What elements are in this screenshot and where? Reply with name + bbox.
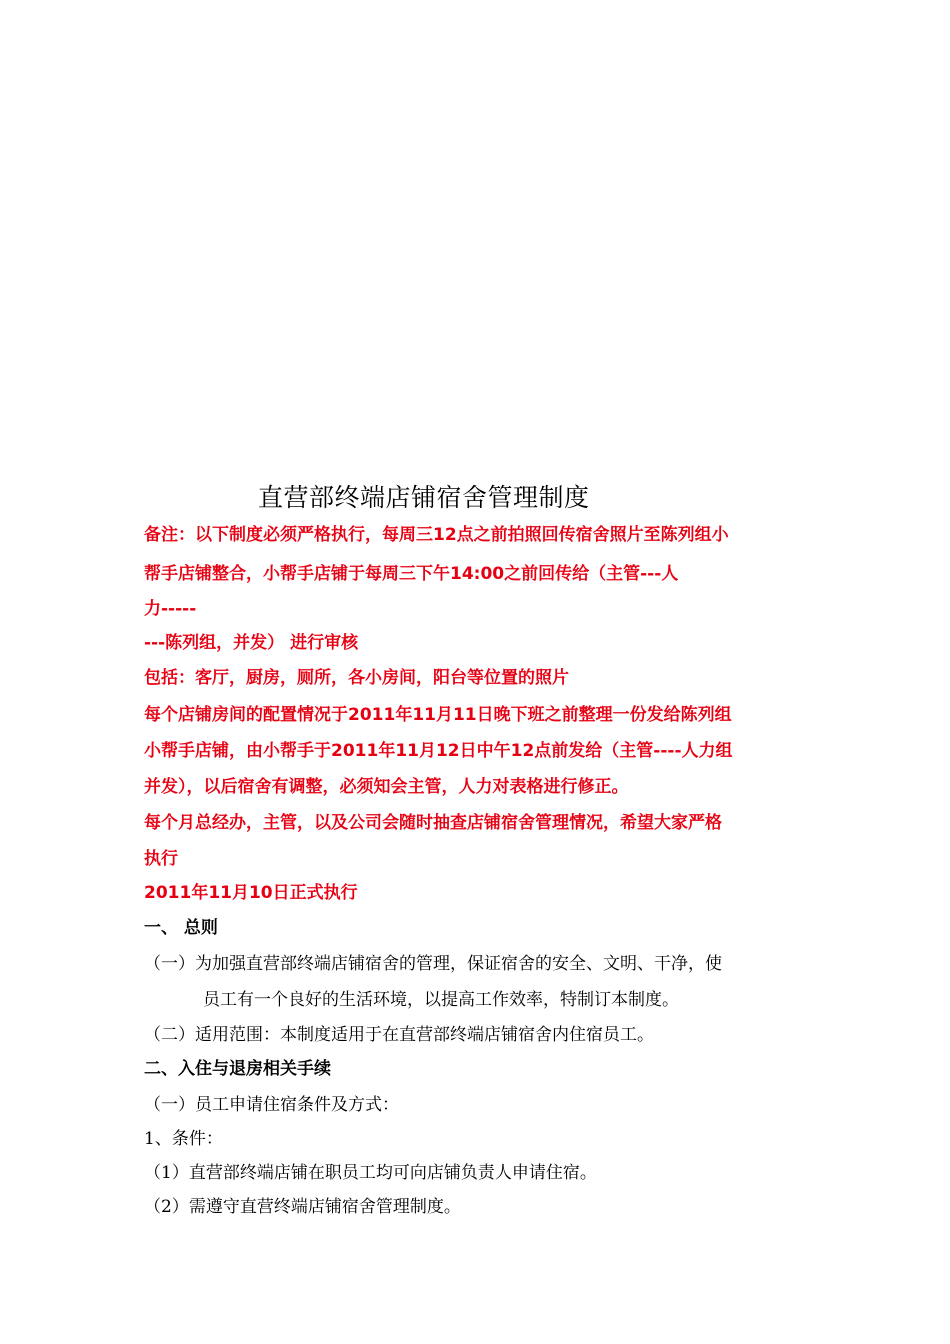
condition-2: （2）需遵守直营终端店铺宿舍管理制度。 [144, 1197, 461, 1217]
section-1-item-2: （二）适用范围：本制度适用于在直营部终端店铺宿舍内住宿员工。 [144, 1025, 654, 1045]
notice-line-10: 执行 [144, 849, 178, 869]
document-title: 直营部终端店铺宿舍管理制度 [258, 483, 590, 512]
notice-line-6: 每个店铺房间的配置情况于2011年11月11日晚下班之前整理一份发给陈列组 [144, 705, 732, 725]
section-2-sub-1: （一）员工申请住宿条件及方式： [144, 1095, 399, 1115]
notice-line-7: 小帮手店铺，由小帮手于2011年11月12日中午12点前发给（主管----人力组 [144, 741, 733, 761]
notice-line-11: 2011年11月10日正式执行 [144, 883, 358, 903]
condition-heading: 1、条件： [144, 1129, 223, 1149]
notice-line-5: 包括：客厅，厨房，厕所，各小房间，阳台等位置的照片 [144, 668, 569, 688]
notice-line-8: 并发），以后宿舍有调整，必须知会主管，人力对表格进行修正。 [144, 777, 629, 797]
notice-line-2: 帮手店铺整合，小帮手店铺于每周三下午14:00之前回传给（主管---人 [144, 564, 679, 584]
notice-line-4: ---陈列组，并发） 进行审核 [144, 633, 359, 653]
section-1-item-1-line-1: （一）为加强直营部终端店铺宿舍的管理，保证宿舍的安全、文明、干净，使 [144, 954, 722, 974]
section-2-heading: 二、入住与退房相关手续 [144, 1059, 331, 1079]
section-1-heading: 一、 总则 [144, 918, 218, 938]
condition-1: （1）直营部终端店铺在职员工均可向店铺负责人申请住宿。 [144, 1163, 597, 1183]
notice-line-1: 备注：以下制度必须严格执行，每周三12点之前拍照回传宿舍照片至陈列组小 [144, 525, 729, 545]
section-1-item-1-line-2: 员工有一个良好的生活环境，以提高工作效率，特制订本制度。 [203, 990, 679, 1010]
notice-line-3: 力----- [144, 599, 197, 619]
notice-line-9: 每个月总经办，主管，以及公司会随时抽查店铺宿舍管理情况，希望大家严格 [144, 813, 722, 833]
